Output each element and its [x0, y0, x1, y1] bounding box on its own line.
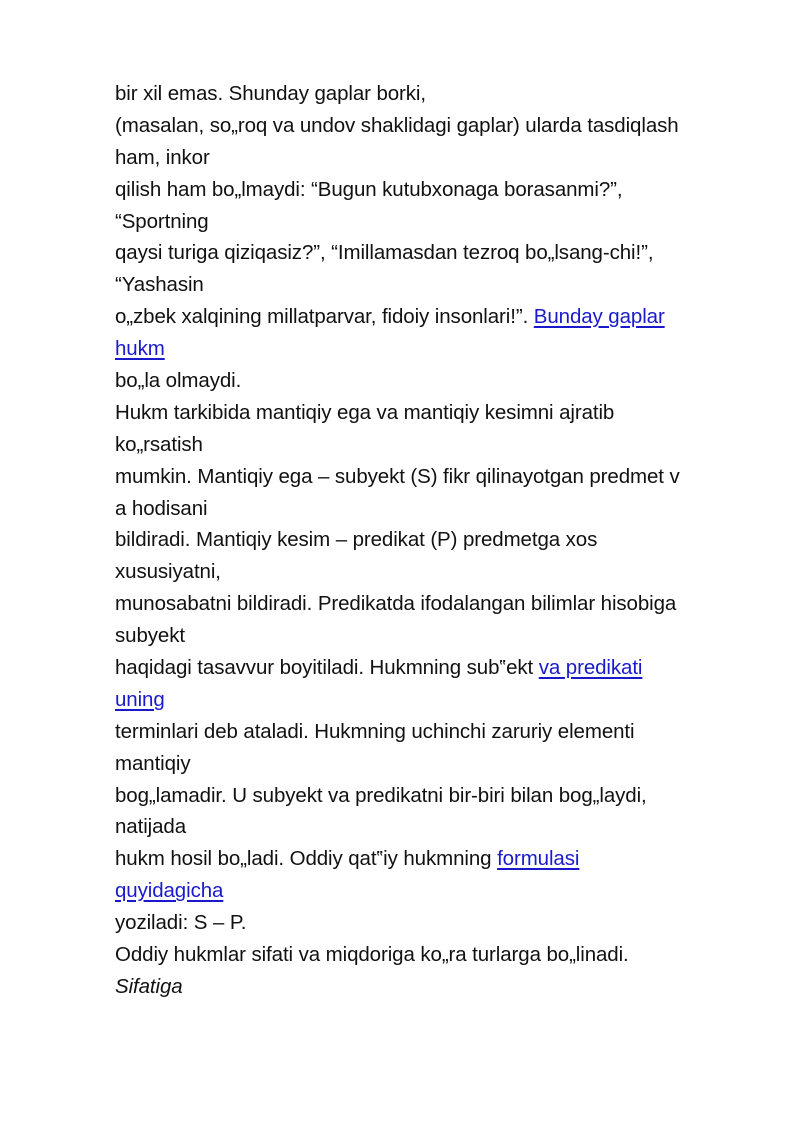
- text-line-italic: Sifatiga: [115, 974, 183, 998]
- link-formulasi[interactable]: formulasi: [497, 847, 580, 871]
- link-bunday-gaplar[interactable]: Bunday gaplar: [533, 305, 665, 329]
- text-line: yoziladi: S – P.: [115, 911, 247, 935]
- text-line: hukm hosil bo„ladi. Oddiy qat‟iy hukmning formulasi: [115, 847, 580, 871]
- text-line: subyekt: [115, 624, 185, 648]
- text-line: bog„lamadir. U subyekt va predikatni bir-biri bilan bog„laydi,: [115, 783, 647, 807]
- text-line: bir xil emas. Shunday gaplar borki,: [115, 82, 426, 105]
- text-line: mantiqiy: [115, 751, 191, 775]
- text-line: ko„rsatish: [115, 432, 203, 456]
- text-line: Oddiy hukmlar sifati va miqdoriga ko„ra turlarga bo„linadi.: [115, 943, 629, 967]
- text-line: o„zbek xalqining millatparvar, fidoiy insonlari!”. Bunday gaplar: [115, 305, 665, 329]
- text-line: xususiyatni,: [115, 560, 221, 584]
- text-line: bildiradi. Mantiqiy kesim – predikat (P) predmetga xos: [115, 528, 598, 552]
- text-line: mumkin. Mantiqiy ega – subyekt (S) fikr qilinayotgan predmet v: [115, 464, 680, 488]
- text-line: [115, 684, 745, 716]
- text-line: ham, inkor: [115, 145, 210, 169]
- document-body: [115, 78, 745, 1003]
- text-line: Hukm tarkibida mantiqiy ega va mantiqiy kesimni ajratib: [115, 400, 615, 424]
- link-hukm[interactable]: hukm: [115, 337, 165, 361]
- text-line: “Sportning: [115, 209, 209, 233]
- link-quyidagicha[interactable]: quyidagicha: [115, 879, 224, 903]
- text-line: haqidagi tasavvur boyitiladi. Hukmning sub‟ekt va predikati: [115, 656, 643, 680]
- text-line: [115, 333, 745, 365]
- text-line: natijada: [115, 815, 187, 839]
- text-line: a hodisani: [115, 496, 208, 520]
- link-va-predikati[interactable]: va predikati: [538, 656, 643, 680]
- text-line: [115, 875, 745, 907]
- text-line: (masalan, so„roq va undov shaklidagi gaplar) ularda tasdiqlash: [115, 113, 679, 137]
- link-uning[interactable]: uning: [115, 687, 165, 711]
- text-line: qaysi turiga qiziqasiz?”, “Imillamasdan tezroq bo„lsang-chi!”,: [115, 241, 654, 265]
- text-line: qilish ham bo„lmaydi: “Bugun kutubxonaga borasanmi?”,: [115, 177, 623, 201]
- text-line: “Yashasin: [115, 273, 204, 297]
- text-line: terminlari deb ataladi. Hukmning uchinchi zaruriy elementi: [115, 719, 635, 743]
- text-line: munosabatni bildiradi. Predikatda ifodalangan bilimlar hisobiga: [115, 592, 677, 616]
- text-line: bo„la olmaydi.: [115, 369, 242, 393]
